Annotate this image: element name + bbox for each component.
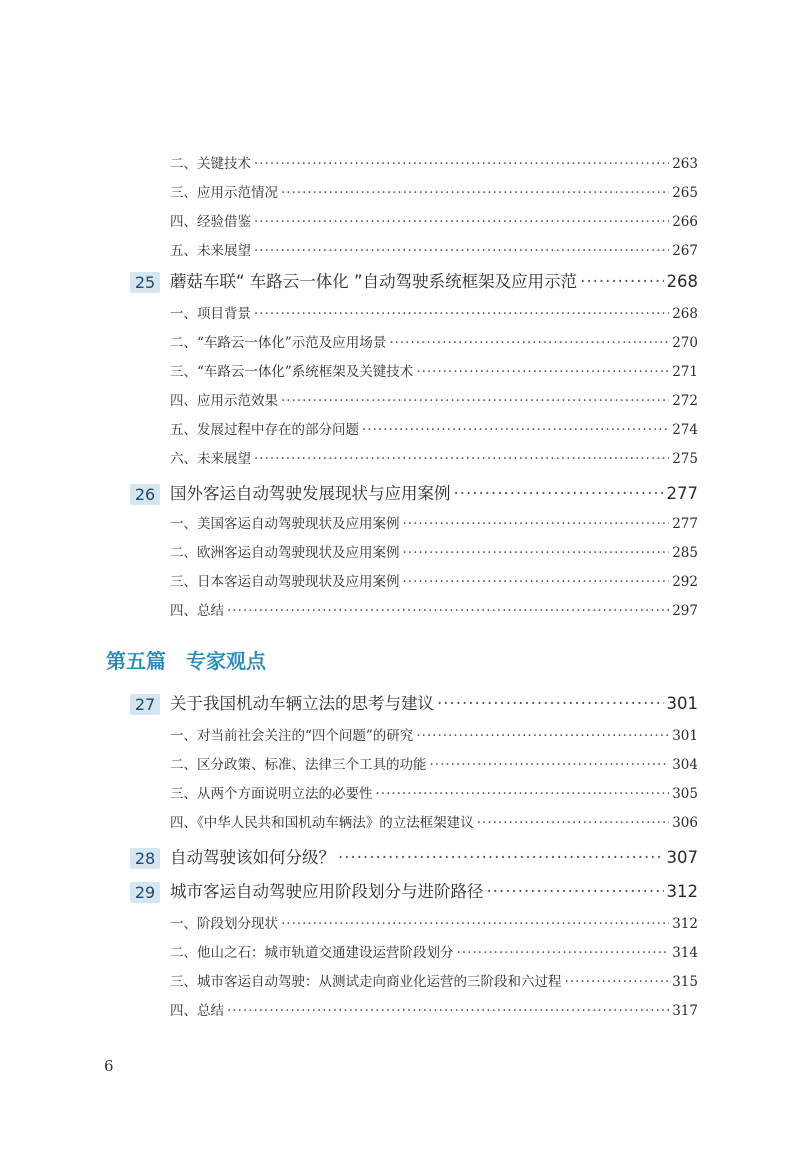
entry-title: 六、未来展望 (170, 451, 251, 467)
dot-leader (437, 694, 664, 713)
entry-page-number: 306 (672, 815, 698, 831)
toc-section-entry[interactable] (170, 512, 698, 532)
dot-leader (565, 974, 670, 990)
entry-title: 二、关键技术 (170, 156, 251, 172)
entry-title: 四、总结 (170, 1003, 224, 1019)
entry-title: 三、日本客运自动驾驶现状及应用案例 (170, 574, 400, 590)
entry-page-number: 268 (666, 272, 698, 291)
entry-title: 自动驾驶该如何分级？ (170, 848, 335, 867)
dot-leader (403, 574, 670, 590)
toc-section-entry[interactable] (170, 999, 698, 1019)
entry-title: 五、发展过程中存在的部分问题 (170, 422, 359, 438)
chapter-number-badge: 28 (130, 848, 160, 869)
entry-title: 三、应用示范情况 (170, 185, 278, 201)
chapter-number-badge: 25 (130, 272, 160, 293)
dot-leader (362, 422, 669, 438)
toc-section-entry[interactable] (170, 811, 698, 831)
toc-section-entry[interactable] (170, 389, 698, 409)
toc-section-entry[interactable] (170, 970, 698, 990)
entry-page-number: 277 (672, 516, 698, 532)
entry-title: 城市客运自动驾驶应用阶段划分与进阶路径 (170, 882, 484, 901)
dot-leader (477, 815, 669, 831)
toc-section-entry[interactable] (170, 360, 698, 380)
toc-section-entry[interactable] (170, 541, 698, 561)
toc-section-entry[interactable] (170, 912, 698, 932)
dot-leader (403, 516, 670, 532)
entry-page-number: 301 (672, 728, 698, 744)
entry-page-number: 265 (672, 185, 698, 201)
entry-page-number: 272 (672, 393, 698, 409)
entry-title: 一、美国客运自动驾驶现状及应用案例 (170, 516, 400, 532)
entry-title: 四、经验借鉴 (170, 214, 251, 230)
entry-title: 二、“车路云一体化”示范及应用场景 (170, 335, 387, 351)
dot-leader (281, 916, 669, 932)
toc-section-entry[interactable] (170, 239, 698, 259)
entry-title: 一、项目背景 (170, 306, 251, 322)
toc-chapter-entry[interactable] (130, 268, 698, 292)
toc-chapter-entry[interactable] (130, 690, 698, 714)
dot-leader (457, 945, 670, 961)
toc-chapter-entry[interactable] (130, 844, 698, 868)
dot-leader (376, 786, 670, 802)
dot-leader (430, 757, 670, 773)
dot-leader (254, 451, 669, 467)
entry-title: 二、区分政策、标准、法律三个工具的功能 (170, 757, 427, 773)
toc-section-entry[interactable] (170, 302, 698, 322)
entry-title: 四、总结 (170, 603, 224, 619)
entry-page-number: 307 (666, 848, 698, 867)
toc-section-entry[interactable] (170, 782, 698, 802)
entry-title: 蘑菇车联“ 车路云一体化 ”自动驾驶系统框架及应用示范 (170, 272, 578, 291)
toc-chapter-entry[interactable] (130, 480, 698, 504)
entry-page-number: 317 (672, 1003, 698, 1019)
entry-page-number: 275 (672, 451, 698, 467)
entry-title: 一、对当前社会关注的“四个问题”的研究 (170, 728, 414, 744)
toc-section-entry[interactable] (170, 447, 698, 467)
entry-title: 四、《中华人民共和国机动车辆法》的立法框架建议 (170, 815, 474, 831)
entry-title: 关于我国机动车辆立法的思考与建议 (170, 694, 434, 713)
dot-leader (338, 848, 664, 867)
dot-leader (281, 185, 669, 201)
dot-leader (254, 156, 669, 172)
dot-leader (227, 1003, 669, 1019)
toc-section-entry[interactable] (170, 599, 698, 619)
dot-leader (281, 393, 669, 409)
entry-title: 一、阶段划分现状 (170, 916, 278, 932)
entry-title: 三、从两个方面说明立法的必要性 (170, 786, 373, 802)
entry-page-number: 301 (666, 694, 698, 713)
entry-page-number: 312 (672, 916, 698, 932)
entry-page-number: 305 (672, 786, 698, 802)
entry-page-number: 297 (672, 603, 698, 619)
entry-page-number: 312 (666, 882, 698, 901)
entry-page-number: 304 (672, 757, 698, 773)
toc-section-entry[interactable] (170, 941, 698, 961)
entry-title: 二、他山之石：城市轨道交通建设运营阶段划分 (170, 945, 454, 961)
dot-leader (403, 545, 670, 561)
chapter-number-badge: 26 (130, 484, 160, 505)
part-heading: 第五篇 专家观点 (106, 649, 266, 673)
chapter-number-badge: 27 (130, 694, 160, 715)
toc-section-entry[interactable] (170, 753, 698, 773)
entry-page-number: 263 (672, 156, 698, 172)
entry-title: 国外客运自动驾驶发展现状与应用案例 (170, 484, 451, 503)
entry-page-number: 271 (672, 364, 698, 380)
entry-title: 五、未来展望 (170, 243, 251, 259)
page-number: 6 (104, 1057, 114, 1075)
toc-section-entry[interactable] (170, 570, 698, 590)
toc-section-entry[interactable] (170, 181, 698, 201)
toc-section-entry[interactable] (170, 418, 698, 438)
entry-page-number: 277 (666, 484, 698, 503)
dot-leader (389, 335, 669, 351)
entry-page-number: 267 (672, 243, 698, 259)
entry-title: 四、应用示范效果 (170, 393, 278, 409)
toc-chapter-entry[interactable] (130, 878, 698, 902)
toc-section-entry[interactable] (170, 210, 698, 230)
entry-page-number: 274 (672, 422, 698, 438)
entry-title: 三、“车路云一体化”系统框架及关键技术 (170, 364, 414, 380)
dot-leader (454, 484, 664, 503)
dot-leader (580, 272, 663, 291)
entry-page-number: 268 (672, 306, 698, 322)
dot-leader (254, 243, 669, 259)
dot-leader (416, 728, 669, 744)
entry-page-number: 285 (672, 545, 698, 561)
entry-page-number: 314 (672, 945, 698, 961)
dot-leader (254, 306, 669, 322)
entry-page-number: 315 (672, 974, 698, 990)
dot-leader (227, 603, 669, 619)
toc-section-entry[interactable] (170, 152, 698, 172)
entry-page-number: 292 (672, 574, 698, 590)
dot-leader (416, 364, 669, 380)
dot-leader (254, 214, 669, 230)
entry-page-number: 270 (672, 335, 698, 351)
entry-title: 二、欧洲客运自动驾驶现状及应用案例 (170, 545, 400, 561)
chapter-number-badge: 29 (130, 882, 160, 903)
toc-section-entry[interactable] (170, 331, 698, 351)
dot-leader (487, 882, 664, 901)
entry-title: 三、城市客运自动驾驶：从测试走向商业化运营的三阶段和六过程 (170, 974, 562, 990)
toc-section-entry[interactable] (170, 724, 698, 744)
entry-page-number: 266 (672, 214, 698, 230)
